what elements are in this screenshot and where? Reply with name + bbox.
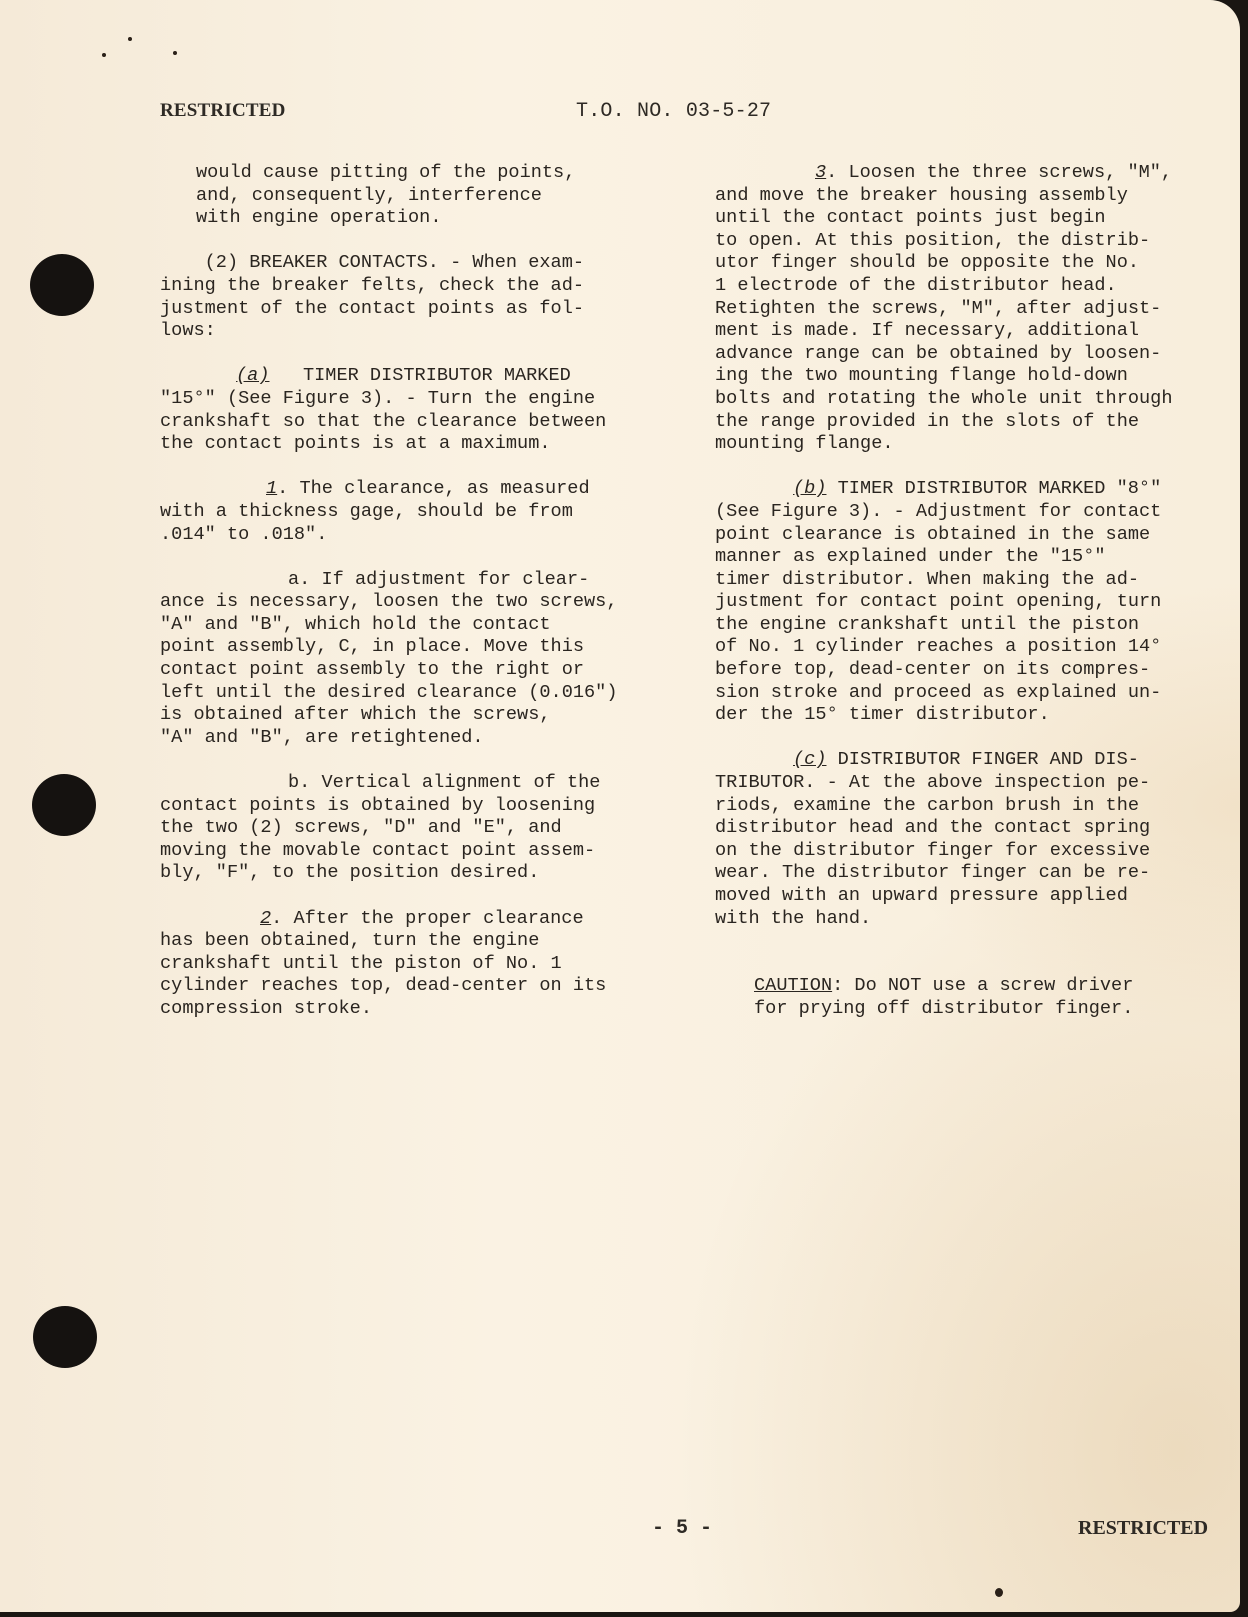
text-line: cylinder reaches top, dead-center on its	[160, 975, 607, 997]
ink-speck	[995, 1588, 1003, 1597]
paragraph-timer-15	[160, 365, 655, 455]
item-marker: (b)	[793, 478, 827, 500]
caution-note	[715, 975, 1210, 1020]
ink-speck	[102, 53, 106, 57]
text-line: to open. At this position, the distrib-	[715, 229, 1151, 251]
text-line: bly, "F", to the position desired.	[160, 862, 540, 884]
text-line-tail: TIMER DISTRIBUTOR MARKED "8°"	[826, 478, 1162, 500]
caution-label: CAUTION	[754, 975, 833, 997]
text-line	[715, 749, 1210, 772]
text-line: (2) BREAKER CONTACTS. - When exam-	[160, 252, 585, 274]
text-line	[715, 162, 1210, 185]
paragraph-step-3	[715, 162, 1210, 456]
text-line: contact points is obtained by loosening	[160, 794, 596, 816]
text-line	[715, 478, 1210, 501]
text-line: utor finger should be opposite the No.	[715, 252, 1140, 274]
text-line: would cause pitting of the points,	[196, 162, 576, 183]
text-line-tail: . After the proper clearance	[271, 907, 584, 929]
text-line: point assembly, C, in place. Move this	[160, 636, 585, 658]
text-line-tail: If adjustment for clear-	[310, 568, 590, 590]
text-line: the two (2) screws, "D" and "E", and	[160, 817, 562, 839]
text-line	[160, 908, 655, 931]
page-number: - 5 -	[652, 1517, 713, 1540]
text-line: "A" and "B", which hold the contact	[160, 613, 551, 635]
text-line: sion stroke and proceed as explained un-	[715, 681, 1162, 703]
text-line: 1 electrode of the distributor head.	[715, 274, 1117, 296]
paragraph-breaker-contacts	[160, 252, 655, 342]
text-line: for prying off distributor finger.	[754, 997, 1134, 1019]
paragraph-step-1	[160, 478, 655, 546]
ink-speck	[173, 51, 177, 55]
text-line: moved with an upward pressure applied	[715, 885, 1128, 906]
text-line: "A" and "B", are retightened.	[160, 726, 484, 748]
header-document-number: T.O. NO. 03-5-27	[576, 100, 772, 123]
text-line: the contact points is at a maximum.	[160, 433, 551, 455]
paragraph-step-1b	[160, 772, 655, 885]
paragraph-timer-8	[715, 478, 1210, 727]
text-line: manner as explained under the "15°"	[715, 546, 1106, 568]
text-line	[160, 569, 655, 592]
text-line: ining the breaker felts, check the ad-	[160, 274, 585, 296]
text-line: distributor head and the contact spring	[715, 817, 1151, 839]
text-line: TRIBUTOR. - At the above inspection pe-	[715, 772, 1151, 794]
text-line-tail: . The clearance, as measured	[277, 478, 590, 500]
text-line: ing the two mounting flange hold-down	[715, 365, 1128, 387]
left-column	[160, 162, 655, 1021]
text-line: until the contact points just begin	[715, 207, 1106, 229]
text-line	[160, 365, 655, 388]
text-line: Retighten the screws, "M", after adjust-	[715, 297, 1162, 319]
text-line: and move the breaker housing assembly	[715, 184, 1128, 206]
text-line	[160, 772, 655, 795]
text-line: crankshaft so that the clearance between	[160, 410, 607, 432]
paragraph-step-2	[160, 908, 655, 1021]
text-line: timer distributor. When making the ad-	[715, 568, 1140, 590]
text-line: bolts and rotating the whole unit through	[715, 387, 1173, 409]
text-line: justment for contact point opening, turn	[715, 591, 1162, 613]
text-line: crankshaft until the piston of No. 1	[160, 952, 562, 974]
text-line: contact point assembly to the right or	[160, 659, 585, 681]
text-line: riods, examine the carbon brush in the	[715, 794, 1140, 816]
text-line: wear. The distributor finger can be re-	[715, 862, 1151, 884]
text-line: lows:	[160, 320, 216, 342]
item-marker: a.	[288, 568, 311, 590]
text-line: .014" to .018".	[160, 523, 328, 545]
punch-hole	[30, 254, 94, 316]
footer-classification: RESTRICTED	[1078, 1517, 1209, 1539]
text-line-tail: Vertical alignment of the	[310, 772, 601, 794]
text-line: before top, dead-center on its compres-	[715, 659, 1151, 681]
text-line: "15°" (See Figure 3). - Turn the engine	[160, 387, 596, 409]
text-line: with the hand.	[715, 907, 872, 929]
text-line: with a thickness gage, should be from	[160, 500, 573, 522]
paragraph-step-1a	[160, 569, 655, 750]
text-line: ance is necessary, loosen the two screws,	[160, 591, 618, 613]
text-line: is obtained after which the screws,	[160, 704, 551, 726]
text-line-tail: . Loosen the three screws, "M",	[826, 162, 1173, 183]
text-line: has been obtained, turn the engine	[160, 930, 540, 952]
text-line	[754, 975, 1210, 998]
text-line: the range provided in the slots of the	[715, 410, 1140, 432]
header-classification: RESTRICTED	[160, 100, 286, 121]
text-line: ment is made. If necessary, additional	[715, 320, 1140, 342]
text-line: (See Figure 3). - Adjustment for contact	[715, 500, 1162, 522]
text-line: on the distributor finger for excessive	[715, 839, 1151, 861]
text-line: compression stroke.	[160, 997, 373, 1019]
text-line: justment of the contact points as fol-	[160, 297, 585, 319]
text-line	[160, 478, 655, 501]
punch-hole	[32, 774, 96, 836]
item-marker: (a)	[236, 365, 270, 387]
punch-hole	[33, 1306, 97, 1368]
text-line: the engine crankshaft until the piston	[715, 613, 1140, 635]
text-line-tail: : Do NOT use a screw driver	[832, 975, 1134, 997]
text-line: moving the movable contact point assem-	[160, 839, 596, 861]
text-line: point clearance is obtained in the same	[715, 523, 1151, 545]
text-line: advance range can be obtained by loosen-	[715, 342, 1162, 364]
ink-speck	[128, 37, 132, 41]
item-marker: 2	[260, 907, 272, 929]
text-line: mounting flange.	[715, 433, 894, 455]
item-marker: b.	[288, 772, 311, 794]
paragraph-continuation	[160, 162, 655, 230]
item-marker: (c)	[793, 749, 827, 771]
text-line: der the 15° timer distributor.	[715, 704, 1050, 726]
text-line: of No. 1 cylinder reaches a position 14°	[715, 636, 1162, 658]
item-marker: 3	[815, 162, 827, 183]
right-column	[715, 162, 1210, 1020]
paragraph-distributor-finger	[715, 749, 1210, 930]
text-line: with engine operation.	[196, 207, 442, 229]
item-marker: 1	[266, 478, 278, 500]
text-line-tail: TIMER DISTRIBUTOR MARKED	[302, 365, 571, 387]
text-line: and, consequently, interference	[196, 184, 542, 206]
text-line: left until the desired clearance (0.016")	[160, 681, 618, 703]
text-line-tail: DISTRIBUTOR FINGER AND DIS-	[826, 749, 1139, 771]
